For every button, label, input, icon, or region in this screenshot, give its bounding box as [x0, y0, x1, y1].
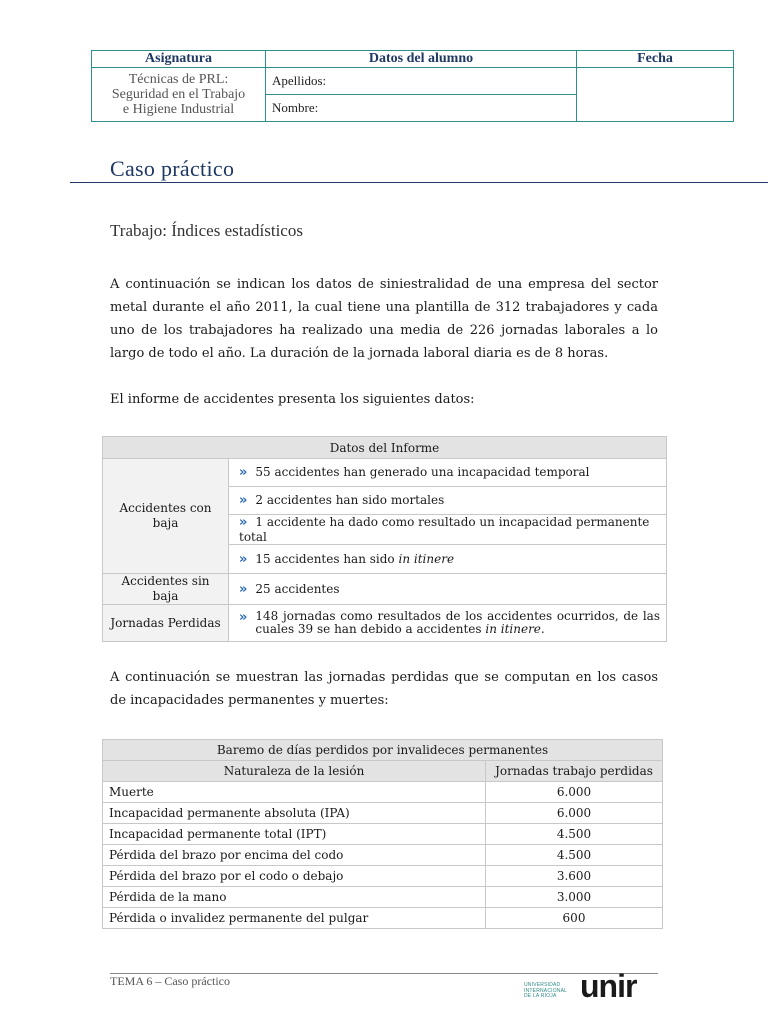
list-item: » 2 accidentes han sido mortales: [229, 487, 667, 515]
with-leave-label: Accidentes con baja: [103, 459, 229, 574]
intro-paragraph: A continuación se indican los datos de siniestralidad de una empresa del sector metal durante el año 2011, la cual tiene una plantilla de 312 trabajadores y cada uno de los trabajadores ha realizado una media de 226 jornadas laborales a lo largo de todo el año. La duración de la jornada laboral diaria es de 8 horas.: [110, 277, 658, 361]
scale-table: [102, 739, 663, 929]
without-leave-label: Accidentes sin baja: [103, 574, 229, 605]
list-item: » 1 accidente ha dado como resultado un incapacidad permanente total: [229, 515, 667, 545]
scale-intro: A continuación se muestran las jornadas perdidas que se computan en los casos de incapacidades permanentes y muertes:: [110, 670, 658, 708]
col-days: Jornadas trabajo perdidas: [486, 761, 663, 782]
table-row: Muerte 6.000: [103, 782, 663, 803]
lost-days-label: Jornadas Perdidas: [103, 605, 229, 642]
report-intro: El informe de accidentes presenta los siguientes datos:: [110, 392, 475, 407]
surname-field[interactable]: Apellidos:: [266, 68, 577, 95]
table-row: Pérdida o invalidez permanente del pulgar 600: [103, 908, 663, 929]
table-row: Incapacidad permanente absoluta (IPA) 6.000: [103, 803, 663, 824]
name-field[interactable]: Nombre:: [266, 95, 577, 122]
list-item: » 55 accidentes han generado una incapacidad temporal: [229, 459, 667, 487]
logo-university-text: UNIVERSIDAD INTERNACIONAL DE LA RIOJA: [524, 982, 568, 999]
bullet-icon: »: [239, 581, 248, 597]
footer-text: TEMA 6 – Caso práctico: [110, 974, 230, 988]
date-header: Fecha: [577, 51, 734, 68]
date-field[interactable]: [577, 68, 734, 122]
subject-name: Técnicas de PRL: Seguridad en el Trabajo e Higiene Industrial: [92, 68, 266, 122]
unir-logo: unir: [580, 968, 637, 1004]
bullet-icon: »: [239, 493, 248, 508]
table-row: Pérdida del brazo por encima del codo 4.500: [103, 845, 663, 866]
bullet-icon: »: [239, 465, 248, 480]
table-row: Pérdida del brazo por el codo o debajo 3.600: [103, 866, 663, 887]
list-item: » 25 accidentes: [229, 574, 667, 605]
bullet-icon: »: [239, 551, 248, 567]
report-table-header: Datos del Informe: [103, 437, 667, 459]
subject-header: Asignatura: [92, 51, 266, 68]
report-table: [102, 436, 667, 642]
section-subtitle: Trabajo: Índices estadísticos: [110, 221, 303, 240]
table-row: Incapacidad permanente total (IPT) 4.500: [103, 824, 663, 845]
list-item: » 15 accidentes han sido in itinere: [229, 545, 667, 574]
table-row: Pérdida de la mano 3.000: [103, 887, 663, 908]
bullet-icon: »: [239, 610, 248, 625]
col-nature: Naturaleza de la lesión: [103, 761, 486, 782]
title-divider: [70, 182, 768, 183]
scale-table-title: Baremo de días perdidos por invalideces permanentes: [103, 740, 663, 761]
header-table: [91, 50, 734, 122]
page-title: Caso práctico: [110, 156, 235, 181]
student-data-header: Datos del alumno: [266, 51, 577, 68]
bullet-icon: »: [239, 515, 248, 530]
list-item: » 148 jornadas como resultados de los accidentes ocurridos, de las cuales 39 se han debido a accidentes in itinere.: [229, 605, 667, 642]
